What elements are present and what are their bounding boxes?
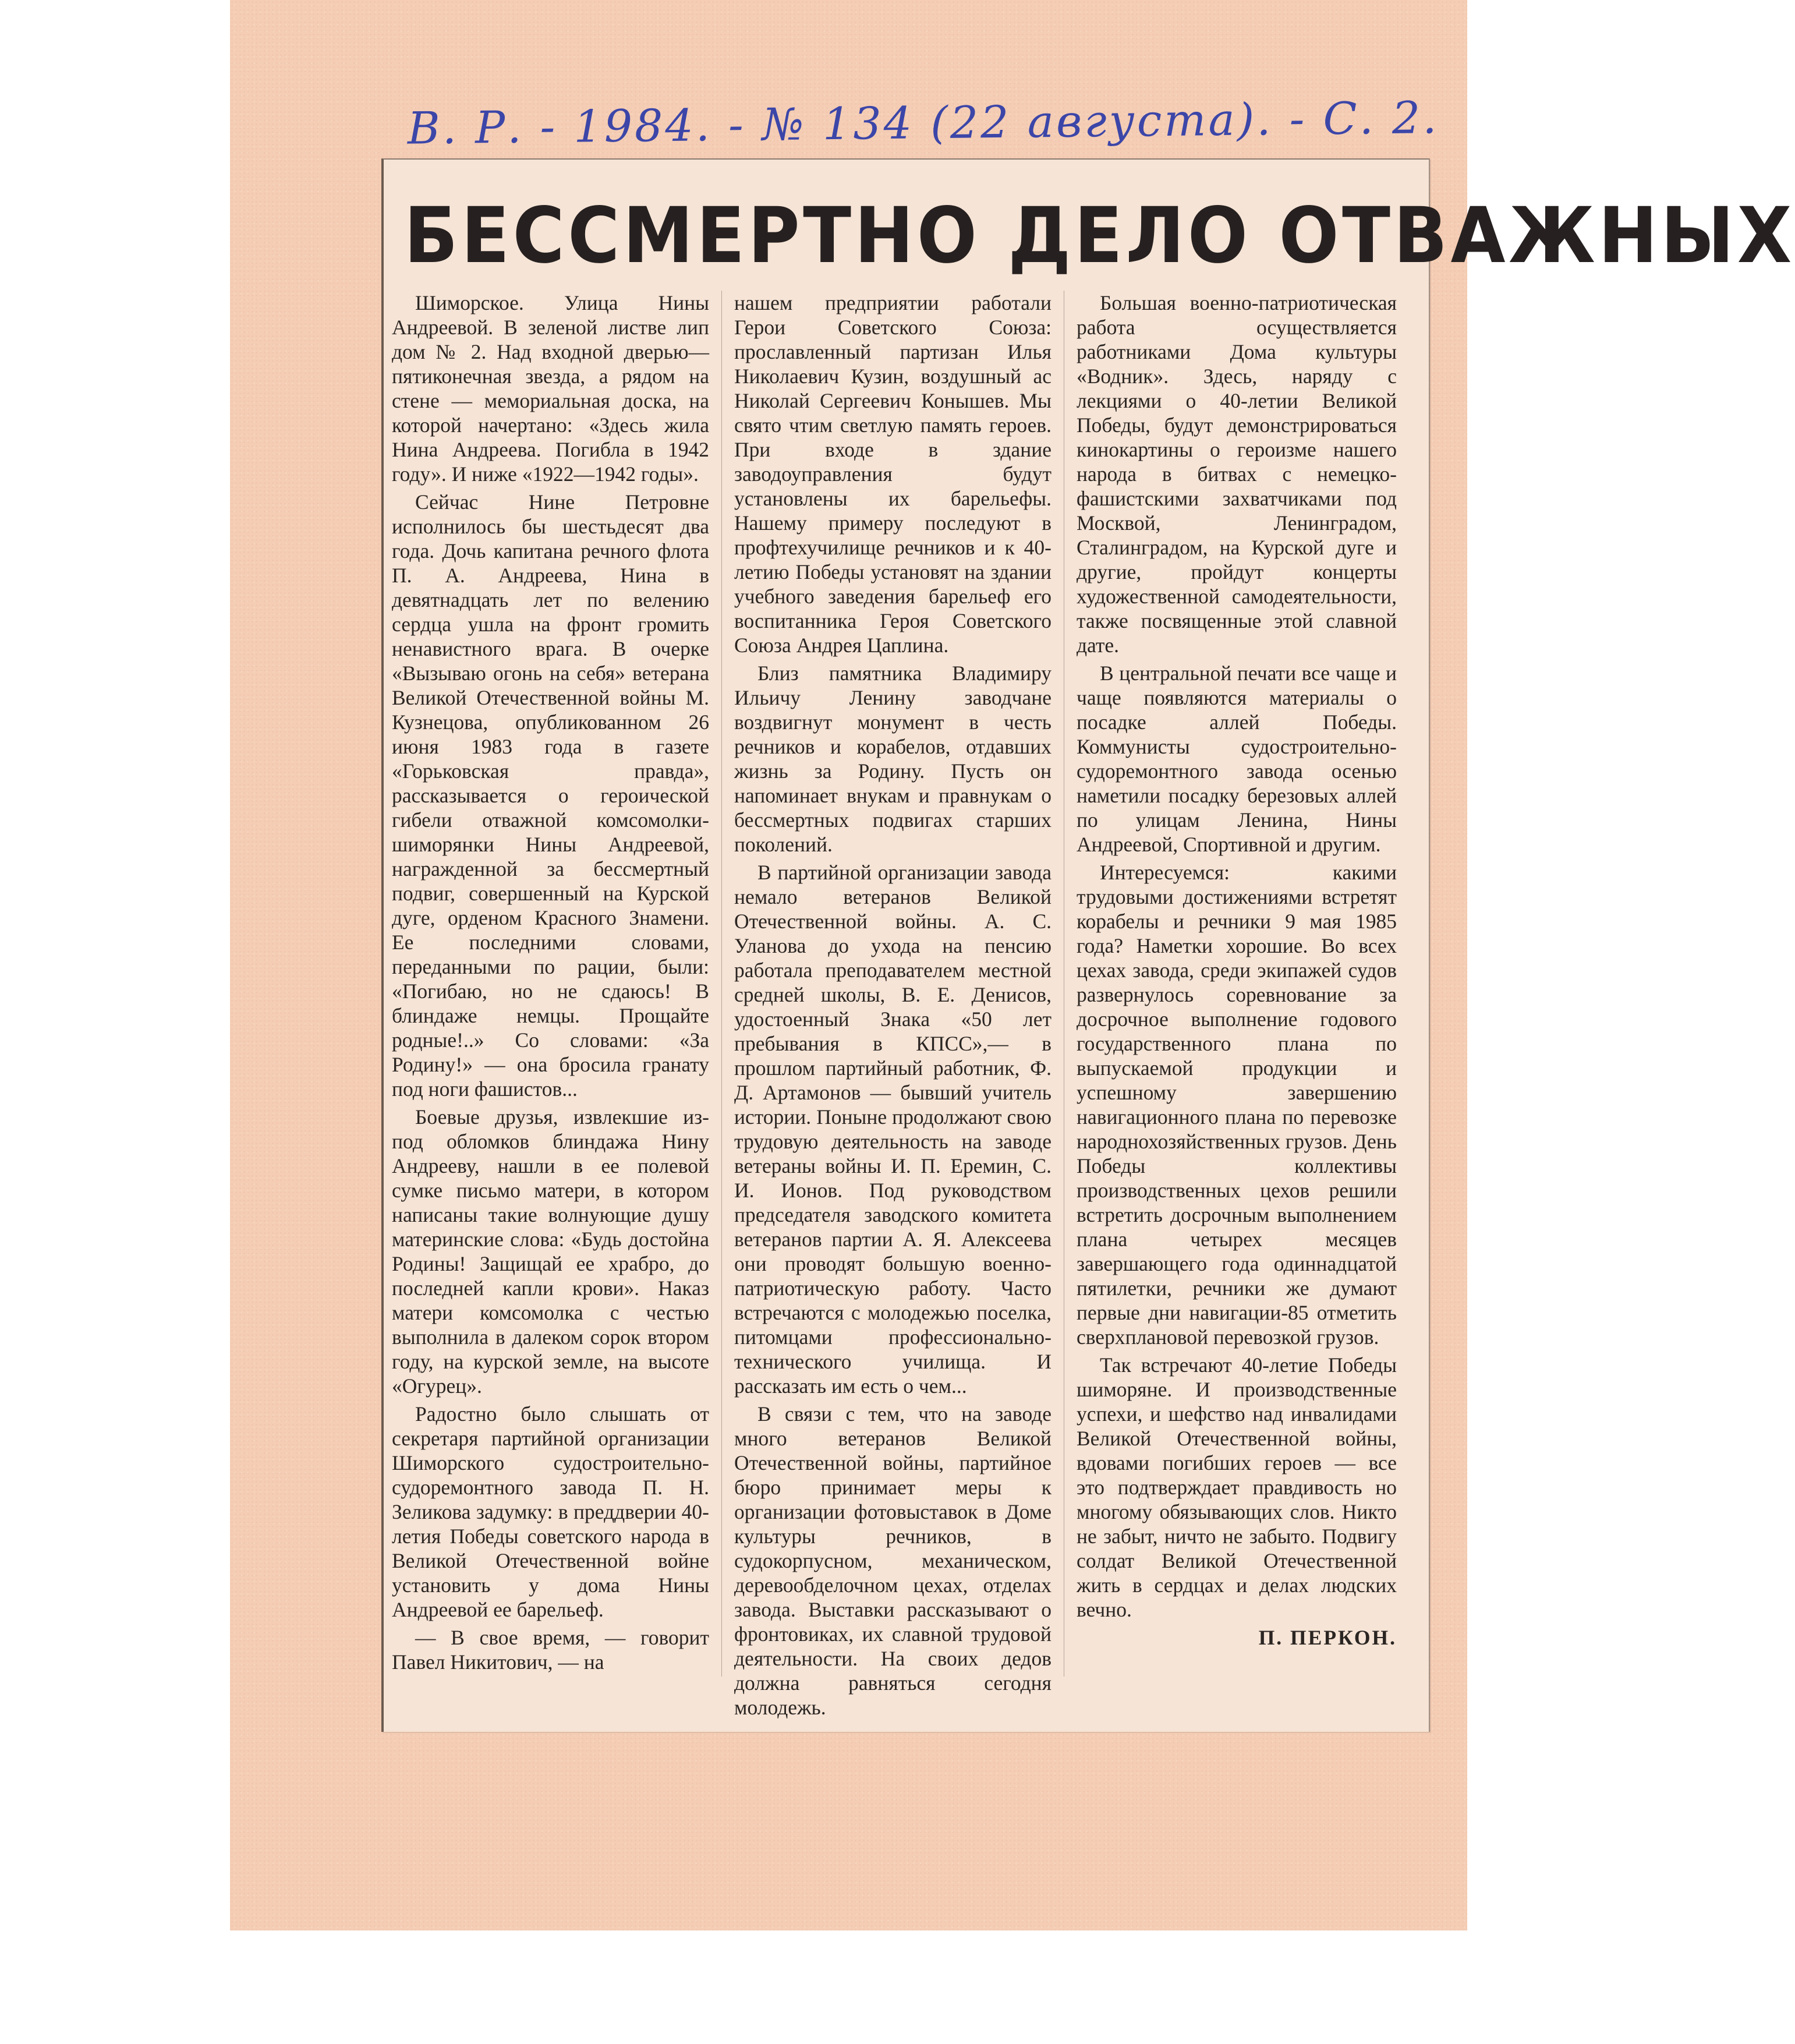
paragraph: Большая военно-патриотическая работа осуществляется работниками Дома культуры «Водник». Здесь, наряду с лекциями о 40-летии Великой Победы, будут демонстрироваться кинокартины о героизме нашего народа в битвах с немецко-фашистскими захватчиками под Москвой, Ленинградом, Сталинградом, на Курской дуге и другие, пройдут концерты художественной самодеятельности, также посвященные этой славной дате. [1077, 291, 1397, 657]
article-column-2 [734, 291, 1051, 1723]
paragraph: Близ памятника Владимиру Ильичу Ленину заводчане воздвигнут монумент в честь речников и корабелов, отдавших жизнь за Родину. Пусть он напоминает внукам и правнукам о бессмертных подвигах старших поколений. [734, 662, 1051, 856]
article-column-1 [392, 291, 709, 1678]
paragraph: Так встречают 40-летие Победы шиморяне. И производственные успехи, и шефство над инвалидами Великой Отечественной войны, вдовами погибших героев — все это подтверждает правдивость но многому обязывающих слов. Никто не забыт, ничто не забыто. Подвигу солдат Великой Отечественной жить в сердцах и делах людских вечно. [1077, 1353, 1397, 1621]
handwritten-citation: В. Р. - 1984. - № 134 (22 августа). - С. 2. [407, 91, 1439, 154]
author-signature: П. ПЕРКОН. [1258, 1626, 1397, 1649]
paragraph: В связи с тем, что на заводе много ветеранов Великой Отечественной войны, партийное бюро принимает меры к организации фотовыставок в Доме культуры речников, в судокорпусном, механическом, деревообделочном цехах, отделах завода. Выставки рассказывают о фронтовиках, их славной трудовой деятельности. На своих дедов должна равняться сегодня молодежь. [734, 1402, 1051, 1719]
paragraph: Боевые друзья, извлекшие из-под обломков блиндажа Нину Андрееву, нашли в ее полевой сумке письмо матери, в котором написаны такие волнующие душу материнские слова: «Будь достойна Родины! Защищай ее храбро, до последней капли крови». Наказ матери комсомолка с честью выполнила в далеком сорок втором году, на курской земле, на высоте «Огурец». [392, 1105, 709, 1398]
newspaper-clipping [381, 158, 1795, 1732]
paragraph: Радостно было слышать от секретаря партийной организации Шиморского судостроительно-судоремонтного завода П. Н. Зеликова задумку: в преддверии 40-летия Победы советского народа в Великой Отечественной войне установить у дома Нины Андреевой ее барельеф. [392, 1402, 709, 1621]
article-column-3 [1077, 291, 1397, 1653]
paragraph: Шиморское. Улица Нины Андреевой. В зеленой листве лип дом № 2. Над входной дверью—пятиконечная звезда, а рядом на стене — мемориальная доска, на которой начертано: «Здесь жила Нина Андреева. Погибла в 1942 году». И ниже «1922—1942 годы». [392, 291, 709, 486]
article-headline: БЕССМЕРТНО ДЕЛО ОТВАЖНЫХ [404, 191, 1795, 281]
paragraph: нашем предприятии работали Герои Советского Союза: прославленный партизан Илья Николаевич Кузин, воздушный ас Николай Сергеевич Конышев. Мы свято чтим светлую память героев. При входе в здание заводоуправления будут установлены их барельефы. Нашему примеру последуют в профтехучилище речников и к 40-летию Победы установят на здании учебного заведения барельеф его воспитанника Героя Советского Союза Андрея Цаплина. [734, 291, 1051, 657]
paragraph: В центральной печати все чаще и чаще появляются материалы о посадке аллей Победы. Коммунисты судостроительно-судоремонтного завода осенью наметили посадку березовых аллей по улицам Ленина, Нины Андреевой, Спортивной и другим. [1077, 662, 1397, 856]
paragraph: В партийной организации завода немало ветеранов Великой Отечественной войны. А. С. Уланова до ухода на пенсию работала преподавателем местной средней школы, В. Е. Денисов, удостоенный Знака «50 лет пребывания в КПСС»,— в прошлом партийный работник, Ф. Д. Артамонов — бывший учитель истории. Поныне продолжают свою трудовую деятельность на заводе ветераны войны И. П. Еремин, С. И. Ионов. Под руководством председателя заводского комитета ветеранов партии А. Я. Алексеева они проводят большую военно-патриотическую работу. Часто встречаются с молодежью поселка, питомцами профессионально-технического училища. И рассказать им есть о чем... [734, 861, 1051, 1398]
column-divider [721, 291, 722, 1677]
paragraph: — В свое время, — говорит Павел Никитович, — на [392, 1626, 709, 1674]
paragraph: Сейчас Нине Петровне исполнилось бы шестьдесят два года. Дочь капитана речного флота П. А. Андреева, Нина в девятнадцать лет по велению сердца ушла на фронт громить ненавистного врага. В очерке «Вызываю огонь на себя» ветерана Великой Отечественной войны М. Кузнецова, опубликованном 26 июня 1983 года в газете «Горьковская правда», рассказывается о героической гибели отважной комсомолки-шиморянки Нины Андреевой, награжденной за бессмертный подвиг, совершенный на Курской дуге, орденом Красного Знамени. Ее последними словами, переданными по рации, были: «Погибаю, но не сдаюсь! В блиндаже немцы. Прощайте родные!..» Со словами: «За Родину!» — она бросила гранату под ноги фашистов... [392, 490, 709, 1101]
paragraph: Интересуемся: какими трудовыми достижениями встретят корабелы и речники 9 мая 1985 года? Наметки хорошие. Во всех цехах завода, среди экипажей судов развернулось соревнование за досрочное выполнение годового государственного плана по выпускаемой продукции и успешному завершению навигационного плана по перевозке народнохозяйственных грузов. День Победы коллективы производственных цехов решили встретить досрочным выполнением плана четырех месяцев завершающего года одиннадцатой пятилетки, речники же думают первые дни навигации-85 отметить сверхплановой перевозкой грузов. [1077, 861, 1397, 1349]
